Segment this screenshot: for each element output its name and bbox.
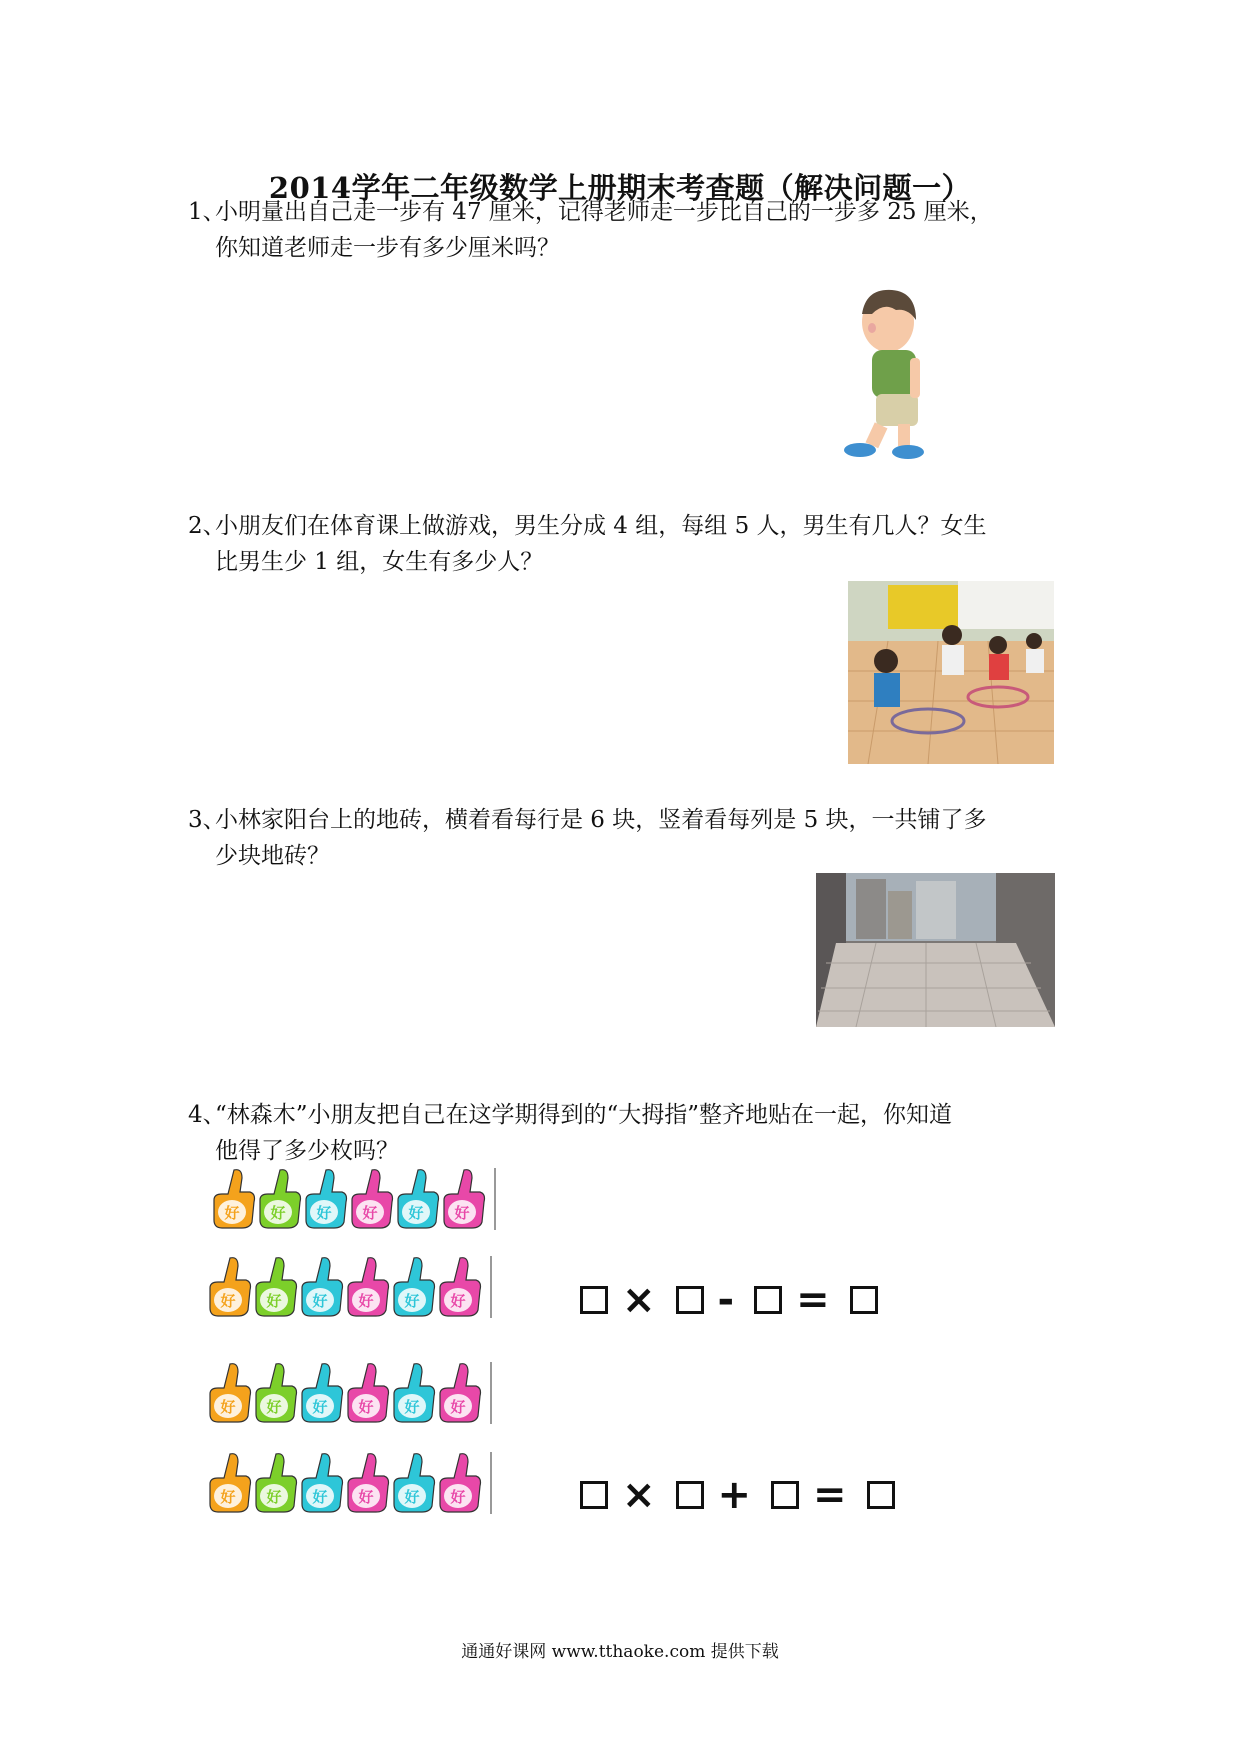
thumb-label: 好 [270, 1204, 286, 1222]
question-text-line1: 小朋友们在体育课上做游戏，男生分成 4 组，每组 5 人，男生有几人？女生 [215, 513, 987, 539]
thumb-label: 好 [220, 1292, 236, 1310]
answer-box[interactable] [580, 1481, 608, 1509]
thumbs-up-sticker-icon [254, 1360, 298, 1424]
thumbs-up-sticker-icon [392, 1360, 436, 1424]
row-divider [490, 1362, 492, 1424]
thumb-label: 好 [358, 1292, 374, 1310]
thumbs-up-sticker-icon [396, 1166, 440, 1230]
thumb-label: 好 [358, 1398, 374, 1416]
thumbs-up-sticker-icon [254, 1254, 298, 1318]
thumbs-row-1 [212, 1166, 496, 1230]
question-number: 4、 [188, 1102, 226, 1128]
thumbs-up-sticker-icon [212, 1166, 256, 1230]
answer-box[interactable] [771, 1481, 799, 1509]
footer-source: 通通好课网 www.tthaoke.com 提供下载 [461, 1642, 779, 1662]
thumbs-row-3 [208, 1360, 492, 1424]
thumb-label: 好 [404, 1398, 420, 1416]
thumb-label: 好 [312, 1488, 328, 1506]
thumbs-up-sticker-icon [304, 1166, 348, 1230]
thumbs-row-2 [208, 1254, 492, 1318]
thumbs-up-sticker-icon [300, 1360, 344, 1424]
question-number: 2、 [188, 513, 226, 539]
thumb-label: 好 [312, 1292, 328, 1310]
question-number: 1、 [188, 199, 226, 225]
multiply-sign: × [622, 1472, 662, 1518]
thumb-label: 好 [362, 1204, 378, 1222]
question-text-line2: 他得了多少枚吗？ [215, 1138, 399, 1164]
thumb-label: 好 [450, 1488, 466, 1506]
children-playing-photo [848, 581, 1054, 764]
multiply-sign: × [622, 1277, 662, 1323]
minus-sign: - [717, 1277, 741, 1323]
question-text-line1: “林森木”小朋友把自己在这学期得到的“大拇指”整齐地贴在一起，你知道 [215, 1102, 953, 1128]
row-divider [490, 1452, 492, 1514]
question-1 [188, 194, 1068, 266]
row-divider [494, 1168, 496, 1230]
equation-1 [580, 1277, 878, 1323]
thumbs-up-sticker-icon [208, 1254, 252, 1318]
answer-box[interactable] [676, 1286, 704, 1314]
thumb-label: 好 [404, 1488, 420, 1506]
thumb-label: 好 [224, 1204, 240, 1222]
thumbs-up-sticker-icon [350, 1166, 394, 1230]
question-3 [188, 802, 1068, 874]
thumbs-row-4 [208, 1450, 492, 1514]
balcony-floor-photo [816, 873, 1055, 1027]
question-text-line2: 你知道老师走一步有多少厘米吗？ [215, 235, 560, 261]
thumbs-up-sticker-icon [346, 1360, 390, 1424]
answer-box[interactable] [580, 1286, 608, 1314]
thumbs-up-sticker-icon [438, 1360, 482, 1424]
answer-box[interactable] [867, 1481, 895, 1509]
thumbs-up-sticker-icon [392, 1254, 436, 1318]
equals-sign: = [796, 1277, 836, 1323]
question-4 [188, 1097, 1068, 1169]
thumb-label: 好 [266, 1488, 282, 1506]
thumbs-up-sticker-icon [254, 1450, 298, 1514]
question-2 [188, 508, 1068, 580]
thumbs-up-sticker-icon [438, 1450, 482, 1514]
thumb-label: 好 [266, 1398, 282, 1416]
equals-sign: = [813, 1472, 853, 1518]
answer-box[interactable] [754, 1286, 782, 1314]
thumb-label: 好 [316, 1204, 332, 1222]
answer-box[interactable] [850, 1286, 878, 1314]
thumb-label: 好 [220, 1398, 236, 1416]
equation-2 [580, 1472, 895, 1518]
answer-box[interactable] [676, 1481, 704, 1509]
thumb-label: 好 [408, 1204, 424, 1222]
thumbs-up-sticker-icon [438, 1254, 482, 1318]
question-number: 3、 [188, 807, 226, 833]
thumbs-up-sticker-icon [442, 1166, 486, 1230]
thumb-label: 好 [358, 1488, 374, 1506]
thumb-label: 好 [312, 1398, 328, 1416]
thumb-label: 好 [450, 1398, 466, 1416]
page-title: 2014学年二年级数学上册期末考查题（解决问题一） [268, 171, 972, 205]
thumb-label: 好 [454, 1204, 470, 1222]
thumb-label: 好 [404, 1292, 420, 1310]
question-text-line2: 比男生少 1 组，女生有多少人？ [215, 549, 544, 575]
thumbs-up-sticker-icon [300, 1254, 344, 1318]
question-text-line1: 小明量出自己走一步有 47 厘米，记得老师走一步比自己的一步多 25 厘米， [215, 199, 993, 225]
thumbs-up-sticker-icon [392, 1450, 436, 1514]
thumb-label: 好 [220, 1488, 236, 1506]
thumb-label: 好 [450, 1292, 466, 1310]
question-text-line1: 小林家阳台上的地砖，横着看每行是 6 块，竖着看每列是 5 块，一共铺了多 [215, 807, 987, 833]
plus-sign: + [717, 1472, 758, 1518]
question-text-line2: 少块地砖？ [215, 843, 330, 869]
thumbs-up-sticker-icon [258, 1166, 302, 1230]
thumbs-up-sticker-icon [300, 1450, 344, 1514]
thumbs-up-sticker-icon [208, 1450, 252, 1514]
thumbs-up-sticker-icon [208, 1360, 252, 1424]
row-divider [490, 1256, 492, 1318]
thumbs-up-sticker-icon [346, 1254, 390, 1318]
thumbs-up-sticker-icon [346, 1450, 390, 1514]
thumb-label: 好 [266, 1292, 282, 1310]
walking-boy-illustration [836, 284, 942, 464]
